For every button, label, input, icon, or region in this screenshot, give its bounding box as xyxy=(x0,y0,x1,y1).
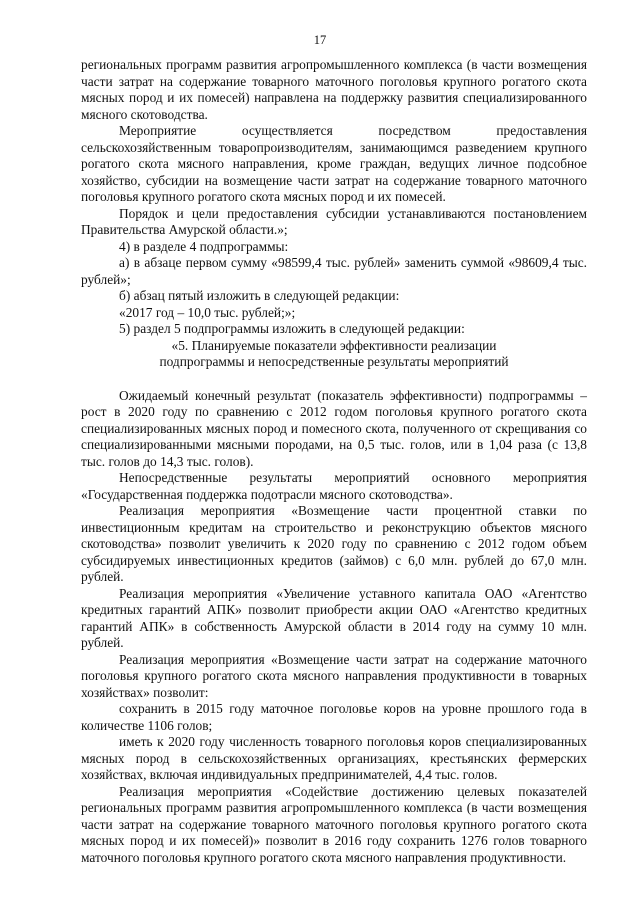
list-item: 4) в разделе 4 подпрограммы: xyxy=(119,238,289,254)
paragraph: Реализация мероприятия «Возмещение части затрат на содержание маточного поголовья крупного рогатого скота мясного направления продуктивности в товарных хозяйствах» позволит: xyxy=(81,651,587,700)
list-item: а) в абзаце первом сумму «98599,4 тыс. рублей» заменить суммой «98609,4 тыс. рублей»; xyxy=(81,255,587,287)
list-item: 5) раздел 5 подпрограммы изложить в следующей редакции: xyxy=(119,321,465,336)
section-heading-line: «5. Планируемые показатели эффективности реализации xyxy=(171,337,497,353)
spacer xyxy=(81,371,587,388)
paragraph: Непосредственные результаты мероприятий основного мероприятия «Государственная поддержка подотрасли мясного скотоводства». xyxy=(81,470,587,502)
paragraph: Порядок и цели предоставления субсидии устанавливаются постановлением Правительства Амурской области.»; xyxy=(81,205,587,237)
paragraph: Мероприятие осуществляется посредством предоставления сельскохозяйственным товаропроизводителям, занимающимся разведением крупного рогатого скота мясного направления, кроме граждан, ведущих личное подсобное хозяйство, субсидии на возмещение части затрат на содержание товарного маточного поголовья крупного рогатого скота мясных пород и их помесей. xyxy=(81,123,587,204)
paragraph: сохранить в 2015 году маточное поголовье коров на уровне прошлого года в количестве 1106 голов; xyxy=(81,701,587,733)
paragraph: Ожидаемый конечный результат (показатель эффективности) подпрограммы – рост в 2020 году по сравнению с 2012 годом поголовья крупного рогатого скота специализированных мясных пород и помесного скота, полученного от скрещивания со специализированными мясными породами, на 0,5 тыс. голов, или в 1,04 раза (с 13,8 тыс. голов до 14,3 тыс. голов). xyxy=(81,387,587,469)
section-heading-line: подпрограммы и непосредственные результаты мероприятий xyxy=(159,354,509,369)
document-body xyxy=(81,57,587,866)
paragraph: региональных программ развития агропромышленного комплекса (в части возмещения части затрат на содержание товарного маточного поголовья крупного рогатого скота мясных пород и их помесей) направлена на поддержку развития специализированного мясного скотоводства. xyxy=(81,57,587,122)
paragraph: Реализация мероприятия «Возмещение части процентной ставки по инвестиционным кредитам на строительство и реконструкцию объектов мясного скотоводства» позволит увеличить к 2020 году по сравнению с 2012 годом объем субсидируемых инвестиционных кредитов (займов) с 6,0 млн. рублей до 67,0 млн. рублей. xyxy=(81,503,587,584)
list-item: «2017 год – 10,0 тыс. рублей;»; xyxy=(119,304,296,320)
paragraph: иметь к 2020 году численность товарного поголовья коров специализированных мясных пород в сельскохозяйственных организациях, крестьянских фермерских хозяйствах, включая индивидуальных предпринимателей, 4,4 тыс. голов. xyxy=(81,734,587,782)
paragraph: Реализация мероприятия «Увеличение уставного капитала ОАО «Агентство кредитных гарантий АПК» позволит приобрести акции ОАО «Агентство кредитных гарантий АПК» в собственность Амурской области в 2014 году на сумму 10 млн. рублей. xyxy=(81,585,587,650)
page-number: 17 xyxy=(313,33,327,47)
list-item: б) абзац пятый изложить в следующей редакции: xyxy=(119,288,400,303)
paragraph: Реализация мероприятия «Содействие достижению целевых показателей региональных программ развития агропромышленного комплекса (в части возмещения части затрат на содержание товарного маточного поголовья крупного рогатого скота мясных пород и их помесей)» позволит в 2016 году сохранить 1276 голов товарного маточного поголовья крупного рогатого скота мясного направления продуктивности. xyxy=(81,783,587,865)
